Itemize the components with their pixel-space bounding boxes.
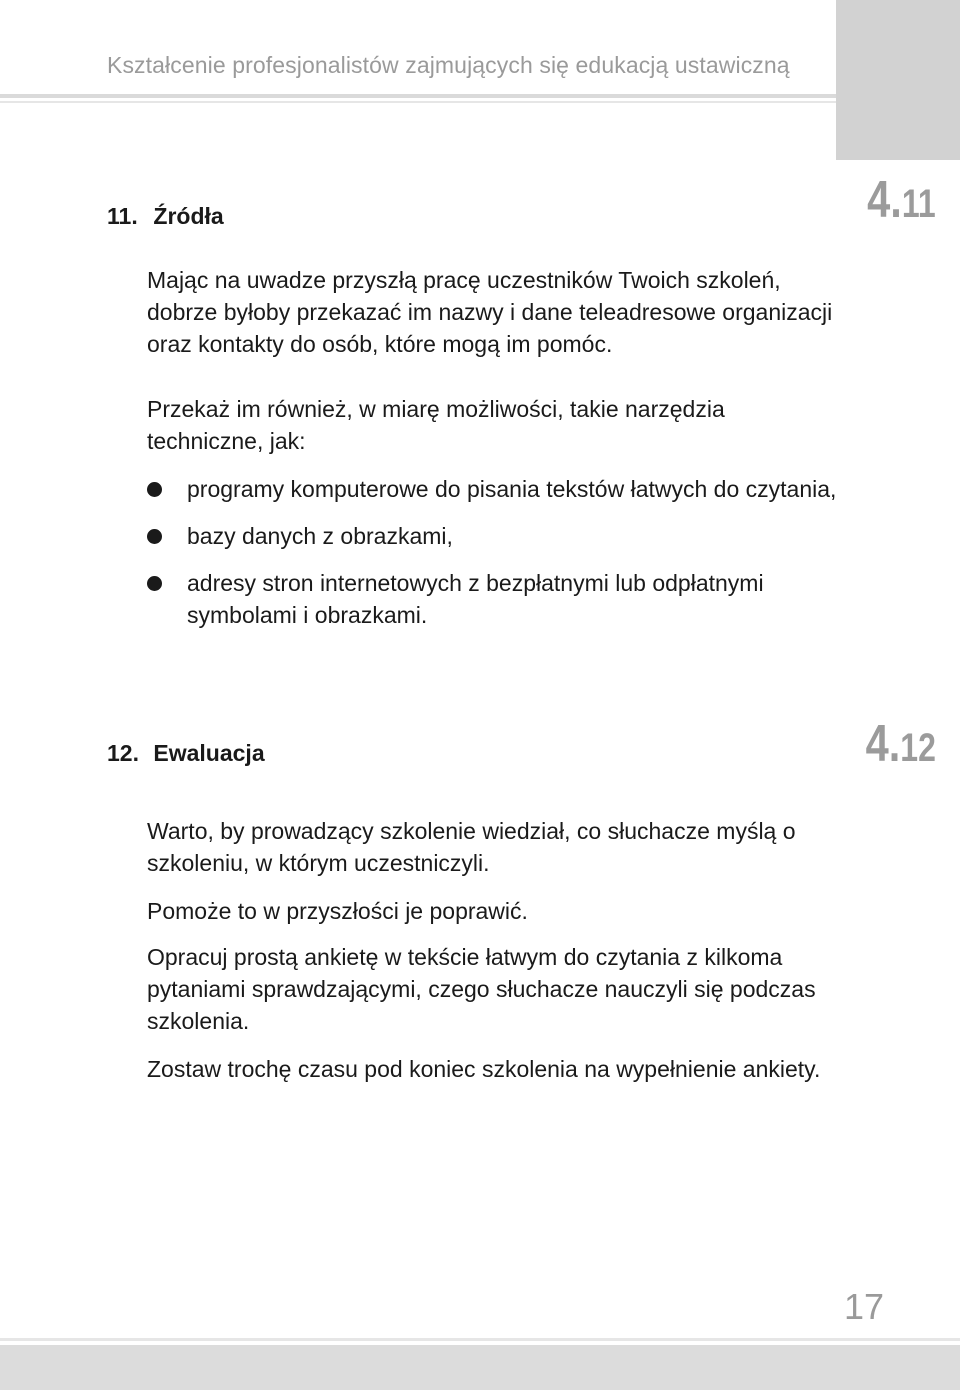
header-rule-secondary: [0, 101, 836, 103]
list-item-text: adresy stron internetowych z bezpłatnymi lub odpłatnymi symbolami i obrazkami.: [187, 570, 764, 628]
section-tag-4-11: [867, 170, 936, 230]
section-heading-sources: [107, 203, 224, 230]
section-title: Źródła: [153, 203, 224, 229]
section-tag-major: 4.: [865, 715, 901, 773]
paragraph: Mając na uwadze przyszłą pracę uczestników Twoich szkoleń, dobrze byłoby przekazać im nazwy i dane teleadresowe organizacji oraz kontakty do osób, które mogą im pomóc.: [147, 267, 833, 357]
list-item-text: bazy danych z obrazkami,: [187, 523, 453, 549]
paragraph: Warto, by prowadzący szkolenie wiedział, co słuchacze myślą o szkoleniu, w którym uczestniczyli.: [147, 818, 796, 876]
section-tag-minor: 12: [900, 726, 936, 770]
bullet-icon: [147, 576, 162, 591]
section-heading-evaluation: [107, 740, 265, 767]
section-tag-minor: 11: [902, 182, 936, 226]
list-item: [147, 473, 837, 505]
footer-band: [0, 1345, 960, 1390]
paragraph: Opracuj prostą ankietę w tekście łatwym do czytania z kilkoma pytaniami sprawdzającymi, czego słuchacze nauczyli się podczas szkolenia.: [147, 944, 816, 1034]
list-item: [147, 520, 837, 552]
list-item-text: programy komputerowe do pisania tekstów łatwych do czytania,: [187, 476, 837, 502]
paragraph: Przekaż im również, w miarę możliwości, takie narzędzia techniczne, jak:: [147, 396, 725, 454]
running-header: Kształcenie profesjonalistów zajmujących się edukacją ustawiczną: [107, 52, 790, 78]
page-number: 17: [843, 1286, 884, 1327]
bullet-icon: [147, 482, 162, 497]
section-number: 11.: [107, 203, 138, 229]
section-tag-4-12: [866, 714, 936, 774]
header-rule: [0, 94, 836, 98]
bullet-icon: [147, 529, 162, 544]
paragraph: Pomoże to w przyszłości je poprawić.: [147, 898, 528, 924]
section-tag-major: 4.: [867, 171, 903, 229]
tools-list: [147, 473, 837, 646]
paragraph: Zostaw trochę czasu pod koniec szkolenia na wypełnienie ankiety.: [147, 1056, 821, 1082]
section-title: Ewaluacja: [153, 740, 265, 766]
list-item: [147, 567, 837, 631]
section-number: 12.: [107, 740, 139, 766]
footer-rule: [0, 1338, 960, 1341]
side-tab-bar: [836, 0, 960, 160]
